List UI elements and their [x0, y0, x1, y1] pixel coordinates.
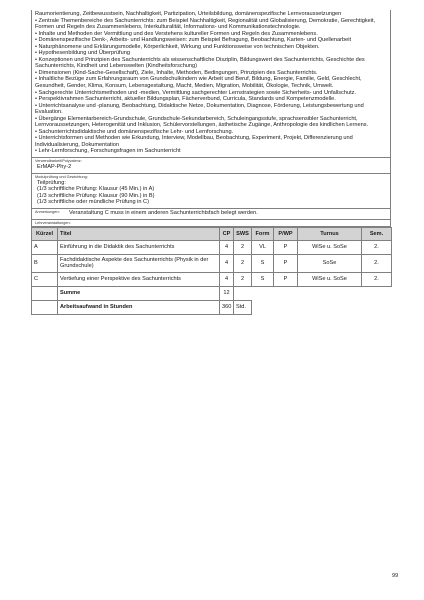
content-text: Raumorientierung, Zeitbewusstsein, Nachhaltigkeit, Partizipation, Urteilsbildung, domänenspezifische Lernvoraussetzungen • Zentrale Themenbereiche des Sachunterrichts: zum Beispiel Nachhaltigkeit, Regionalität und Globalisierung, Demokratie, Gerechtigkeit, Formen und Regeln des Zusammenlebens, Interkulturalität, Informations- und Kommunikationstechnologie. • Inhalte und Methoden der Vermittlung und des Verstehens kultureller Formen und Regeln des Zusammenlebens. • Domänenspezifische Denk-, Arbeits- und Handlungsweisen: zum Beispiel Befragung, Beobachtung, Karten- und Quellenarbeit • Naturphänomene und Erklärungsmodelle, Körperlichkeit, Wirkung und Funktionsweise von technischen Objekten. • Hypothesenbildung und Überprüfung • Konzeptionen und Prinzipien des Sachunterrichts als wissenschaftliche Disziplin, Bildungswert des Sachunterrichts, Geschichte des Sachunterrichts, Kindheit und Lebenswelten (Kindheitsforschung) • Dimensionen (Kind-Sache-Gesellschaft), Ziele, Inhalte, Methoden, Bedingungen, Prinzipien des Sachunterrichts. • Inhaltliche Bezüge zum Erfahrungsraum von Grundschulkindern wie Arbeit und Beruf, Bildung, Energie, Familie, Geld, Geschlecht, Gesundheit, Gender, Klima, Konsum, Lebensgestaltung, Macht, Medien, Migration, Mobilität, Ökologie, Technik, Umwelt. • Sachgerechte Unterrichtsmethoden und -medien, Vermittlung sachgerechter Lernstrategien sowie Sicherheits- und Unfallschutz. • Perspektivrahmen Sachunterricht, aktueller Bildungsplan, Fächerverbund, Curricula, Standards und Kompetenzmodelle. • Unterrichtsanalyse und -planung, Beobachtung, Didaktische Netze, Dokumentation, Diagnose, Förderung, Leistungsbewertung und Evaluation. • Übergänge Elementarbereich-Grundschule, Grundschule-Sekundarbereich, Schuleingangsstufe, sprachsensibler Sachunterricht, Lernvoraussetzungen, Heterogenität und Inklusion, Schülervorstellungen, ästhetische Zugänge, Anthropologie des kindlichen Lernens. • Sachunterrichtsdidaktische und domänenspezifische Lehr- und Lernforschung. • Unterrichtsformen und Methoden wie Erkundung, Interview, Modellbau, Beobachtung, Experiment, Projekt, Differenzierung und Individualisierung, Dokumentation • Lehr-Lernforschung, Forschungsfragen im Sachunterricht [35, 11, 376, 155]
column-header: Turnus [298, 227, 362, 240]
exam-section [31, 174, 391, 209]
cell-code: C [32, 272, 58, 286]
exam-line: Teilprüfung: [37, 179, 66, 186]
cell-title: Einführung in die Didaktik des Sachunterrichts [58, 240, 220, 254]
cell-pwp: P [274, 240, 298, 254]
cell-sem: 2. [362, 272, 392, 286]
column-header: Kürzel [32, 227, 58, 240]
cell-sws: 2 [234, 240, 252, 254]
workload-unit: Std. [234, 300, 252, 314]
usability-section [31, 158, 391, 174]
courses-label: Lehrveranstaltungen: [35, 220, 71, 225]
table-row [32, 254, 392, 272]
usability-value: ErMAP-Phy-2 [37, 164, 72, 171]
workload-label: Arbeitsaufwand in Stunden [58, 300, 220, 314]
cell-sem: 2. [362, 254, 392, 272]
sum-row [32, 286, 392, 300]
cell-pwp: P [274, 254, 298, 272]
cell-form: VL [252, 240, 274, 254]
cell-empty [298, 300, 362, 314]
cell-empty [298, 286, 362, 300]
courses-section [31, 220, 391, 227]
cell-empty [32, 286, 58, 300]
cell-code: B [32, 254, 58, 272]
courses-table [31, 227, 392, 315]
workload-value: 360 [220, 300, 234, 314]
cell-empty [274, 300, 298, 314]
cell-turnus: WiSe u. SoSe [298, 240, 362, 254]
usability-label: Verwendbarkeit/Polyvalenz: [35, 159, 82, 164]
sum-cp: 12 [220, 286, 234, 300]
exam-line: (1/3 schriftliche Prüfung: Klausur (90 Min.) in B) [37, 192, 155, 199]
workload-row [32, 300, 392, 314]
cell-code: A [32, 240, 58, 254]
exam-line: (1/3 schriftliche oder mündliche Prüfung in C) [37, 199, 149, 206]
cell-empty [32, 300, 58, 314]
cell-pwp: P [274, 272, 298, 286]
column-header: Titel [58, 227, 220, 240]
table-row [32, 240, 392, 254]
column-header: CP [220, 227, 234, 240]
content-section [31, 10, 391, 158]
page-number: 99 [392, 573, 399, 579]
cell-sws: 2 [234, 254, 252, 272]
cell-cp: 4 [220, 254, 234, 272]
cell-sws: 2 [234, 272, 252, 286]
column-header: SWS [234, 227, 252, 240]
notes-label: Anmerkungen: [35, 210, 60, 214]
cell-title: Fachdidaktische Aspekte des Sachunterrichts (Physik in der Grundschule) [58, 254, 220, 272]
column-header: Sem. [362, 227, 392, 240]
cell-form: S [252, 272, 274, 286]
cell-turnus: WiSe u. SoSe [298, 272, 362, 286]
cell-cp: 4 [220, 240, 234, 254]
cell-title: Vertiefung einer Perspektive des Sachunterrichts [58, 272, 220, 286]
cell-empty [252, 300, 274, 314]
cell-empty [362, 286, 392, 300]
exam-line: (1/3 schriftliche Prüfung: Klausur (45 Min.) in A) [37, 186, 155, 193]
cell-empty [274, 286, 298, 300]
module-description [31, 10, 391, 315]
cell-turnus: SoSe [298, 254, 362, 272]
notes-section [31, 209, 391, 220]
cell-empty [234, 286, 252, 300]
column-header: Form [252, 227, 274, 240]
cell-form: S [252, 254, 274, 272]
exam-label: Modulprüfung und Gewichtung: [35, 174, 88, 179]
table-row [32, 272, 392, 286]
column-header: P/WP [274, 227, 298, 240]
table-header-row [32, 227, 392, 240]
cell-empty [362, 300, 392, 314]
sum-label: Summe [58, 286, 220, 300]
cell-sem: 2. [362, 240, 392, 254]
cell-empty [252, 286, 274, 300]
cell-cp: 4 [220, 272, 234, 286]
notes-value: Veranstaltung C muss in einem anderen Sachunterrichtsfach belegt werden. [69, 210, 258, 216]
